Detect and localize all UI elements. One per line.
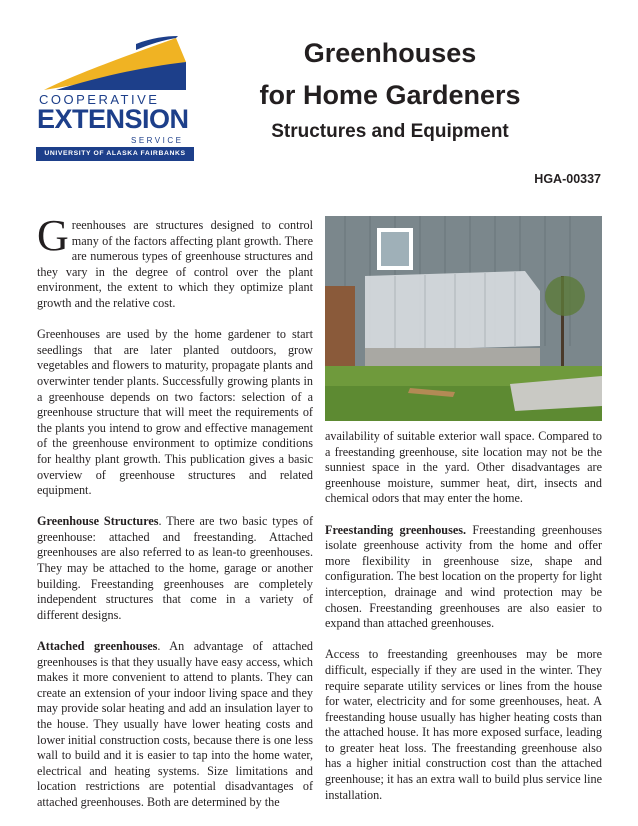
page-subtitle: Structures and Equipment (271, 121, 509, 142)
attached-text: . An advantage of attached greenhouses is that they usually have easy access, which makes it more convenient to attend to plants. They can create an extension of your indoor living space and they may provide solar heating and add an insulation layer to the house. They usually have lower heating costs and lower initial construction costs, because there is one less wall to build and it is easier to tap into the home water, electrical and heating systems. Size limitations and location restrictions are potential disadvantages of attached greenhouses. Both are determined by the (37, 639, 314, 809)
structures-heading: Greenhouse Structures (37, 514, 159, 529)
freestanding-paragraph (325, 523, 602, 632)
structures-paragraph (37, 514, 313, 623)
logo-university-bar: UNIVERSITY OF ALASKA FAIRBANKS (36, 147, 194, 161)
access-paragraph: Access to freestanding greenhouses may be more difficult, especially if they are used in the winter. They require separate utility services or lines from the house for water, electricity and for some greenhouses, heat. A freestanding house usually has higher heating costs than the attached house. It has more exposed surface, leading to greater heat loss. The freestanding greenhouse also has a higher initial construction cost than the attached greenhouse; it has an extra wall to build plus service line installation. (325, 647, 602, 802)
publication-code: HGA-00337 (534, 172, 601, 186)
freestanding-text: Freestanding greenhouses isolate greenhouse activity from the home and offer more flexibility in greenhouse size, shape and configuration. The best location on the property for light interception, drainage and wind protection may be chosen. Freestanding greenhouses are also easier to expand than attached greenhouses. (325, 522, 602, 631)
logo-extension-text: EXTENSION (37, 104, 189, 134)
intro-paragraph (37, 211, 313, 312)
right-column (325, 429, 602, 819)
uses-paragraph: Greenhouses are used by the home gardener to start seedlings that are later planted outdoors, grow vegetables and flowers to maturity, propagate plants and overwinter tender plants. Successfully growing plants in a greenhouse depends on two factors: selection of a greenhouse structure that will meet the requirements of the plants you intend to grow and effective management of the greenhouse environment to optimize conditions for healthy plant growth. This publication gives a basic overview of greenhouse structures and related equipment. (37, 327, 313, 498)
page-title-line2: for Home Gardeners (259, 80, 521, 110)
page-title-line1: Greenhouses (303, 38, 477, 68)
logo-service-text: SERVICE (131, 136, 184, 145)
logo-cooperative-text: COOPERATIVE (39, 92, 160, 107)
attached-paragraph (37, 639, 313, 811)
drop-cap: G (37, 211, 69, 260)
intro-text: reenhouses are structures designed to control many of the factors affecting plant growth. There are numerous types of greenhouse structures and they vary in the degree of control over the plant environment, the extent to which they optimize plant growth and the relative cost. (37, 218, 313, 310)
freestanding-heading: Freestanding greenhouses. (325, 522, 467, 537)
logo-swoosh-graphic (36, 34, 194, 94)
attached-continued-paragraph: availability of suitable exterior wall space. Compared to a freestanding greenhouse, site location may not be the sunniest space in the yard. Other disadvantages are greenhouse moisture, summer heat, dirt, insects and chemical odors that may enter the home. (325, 429, 602, 506)
structures-text: . There are two basic types of greenhouse: attached and freestanding. Attached greenhouses are also referred to as lean-to greenhouses. They may be attached to the home, garage or another building. Freestanding greenhouses are completely independent structures that come in a variety of different designs. (37, 514, 313, 622)
left-column (37, 211, 314, 826)
cooperative-extension-logo (36, 34, 194, 157)
attached-heading: Attached greenhouses (37, 639, 158, 654)
greenhouse-photo (325, 216, 602, 421)
